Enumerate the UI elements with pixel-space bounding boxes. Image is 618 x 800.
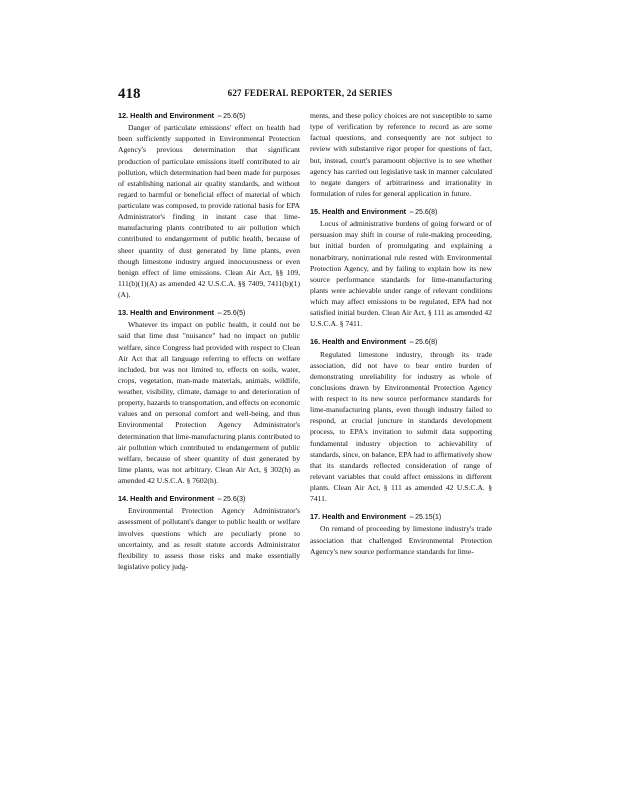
headnote-heading-16	[310, 336, 492, 348]
key-number: ⇔25.15(1)	[408, 514, 442, 522]
headnote-title: 12. Health and Environment	[118, 111, 215, 120]
headnote-heading-12	[118, 110, 300, 122]
headnote-text-14-continued: ments, and these policy choices are not susceptible to same type of verification by reference to record as are some factual questions, and consequently are not subject to review with substantive rigor proper for questions of fact, but, instead, court's paramount objective is to see whether agency has carried out legislative task in manner calculated to negate dangers of arbitrariness and irrationality in formulation of rules for general application in future.	[310, 111, 492, 198]
key-number: ⇔25.6(8)	[408, 339, 438, 347]
headnote-title: 17. Health and Environment	[310, 512, 407, 522]
running-head: 627 FEDERAL REPORTER, 2d SERIES	[227, 88, 393, 98]
headnote-text-14: Environmental Protection Agency Administrator's assessment of pollutant's danger to public health or welfare involves questions which are peculiarly prone to uncertainty, and as result statute accords Administrator flexibility to assess those risks and make essentially legislative policy judg-	[118, 506, 300, 571]
headnote-title: 16. Health and Environment	[310, 337, 407, 347]
headnote-text-16: Regulated limestone industry, through its trade association, did not have to bear entire burden of demonstrating unreliability for industry as whole of conclusions drawn by Environmental Protection Agency with respect to its new source performance standards for lime-manufacturing plants, even though industry failed to respond, at crucial juncture in standards development process, to EPA's invitation to submit data supporting fundamental industry objection to achievability of standards, since, on balance, EPA had to affirmatively show that its standards reflected consideration of range of relevant variables that could affect emissions in different plants. Clean Air Act, § 111 as amended 42 U.S.C.A. § 7411.	[310, 349, 492, 504]
headnote-title: 13. Health and Environment	[118, 308, 215, 318]
key-number: ⇔25.6(5)	[216, 310, 246, 318]
key-number: ⇔25.6(8)	[408, 209, 438, 216]
key-number: ⇔25.6(3)	[216, 496, 246, 504]
headnote-heading-13	[118, 307, 300, 319]
left-column	[118, 110, 300, 572]
right-column	[310, 110, 492, 557]
headnote-text-15: Locus of administrative burdens of going forward or of persuasion may shift in course of rule-making proceeding, but initial burden of promulgating and explaining a nonarbitrary, nonirrational rule rested with Environmental Protection Agency, and by failing to explain how its new source performance standards for lime-manufacturing plants were achievable under range of relevant conditions which may affect emissions to be regulated, EPA had not satisfied initial burden. Clean Air Act, § 111 as amended 42 U.S.C.A. § 7411.	[310, 219, 492, 329]
headnote-heading-15	[310, 206, 492, 218]
headnote-text-17: On remand of proceeding by limestone industry's trade association that challenged Environmental Protection Agency's new source performance standards for lime-	[310, 524, 492, 556]
headnote-title: 14. Health and Environment	[118, 494, 215, 504]
headnote-text-12: Danger of particulate emissions' effect on health had been sufficiently supported in Environmental Protection Agency's previous determination that significant production of particulate emissions itself contributed to air pollution, which determination had been made for purposes of establishing national air quality standards, and without regard to harmful or beneficial effect of material of which particulate was composed, to provide rational basis for EPA Administrator's finding in instant case that lime-manufacturing plants contributed to air pollution which contributed to endangerment of public health, because of sheer quantity of dust generated by lime plants, even though limestone industry argued innocuousness or even benign effect of lime emissions. Clean Air Act, §§ 109, 111(b)(1)(A) as amended 42 U.S.C.A. §§ 7409, 7411(b)(1)(A).	[118, 123, 300, 299]
page-header	[118, 86, 502, 102]
headnote-title: 15. Health and Environment	[310, 207, 407, 216]
key-number: ⇔25.6(5)	[216, 113, 246, 120]
headnote-text-13: Whatever its impact on public health, it could not be said that lime dust "nuisance" had no impact on public welfare, since Congress had provided with respect to Clean Air Act that all language referring to effects on welfare included, but was not limited to, effects on soils, water, crops, vegetation, man-made materials, animals, wildlife, weather, visibility, climate, damage to and deterioration of property, hazards to transportation, and effects on economic values and on personal comfort and well-being, and thus Environmental Protection Agency Administrator's determination that lime-manufacturing plants contributed to air pollution which contributed to endangerment of public welfare, because of sheer quantity of dust generated by lime plants, was not arbitrary. Clean Air Act, § 302(h) as amended 42 U.S.C.A. § 7602(h).	[118, 320, 300, 485]
headnote-heading-14	[118, 493, 300, 505]
page-number: 418	[118, 86, 141, 102]
headnote-heading-17	[310, 511, 492, 523]
